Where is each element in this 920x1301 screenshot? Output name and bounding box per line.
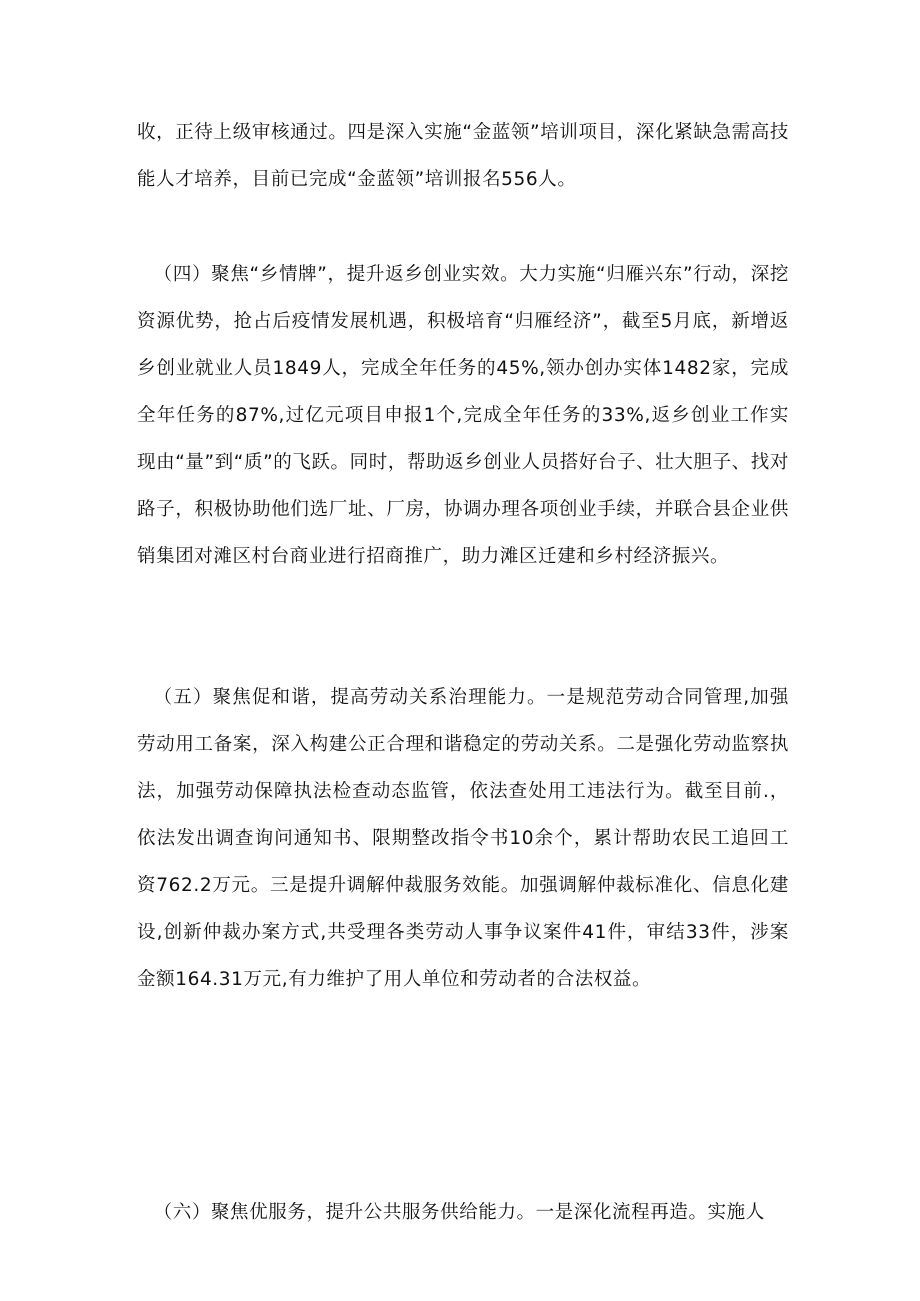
paragraph-section-5: [137, 674, 789, 1003]
paragraph-text: 收，正待上级审核通过。四是深入实施“金蓝领”培训项目，深化紧缺急需高技能人才培养，目前已完成“金蓝领”培训报名556人。: [137, 122, 789, 190]
paragraph-text: （六）聚焦优服务，提升公共服务供给能力。一是深化流程再造。实施人: [153, 1202, 765, 1223]
paragraph-section-4: [137, 251, 789, 580]
paragraph-section-6: [137, 1189, 789, 1236]
paragraph-continuation: [137, 109, 789, 203]
paragraph-text: （四）聚焦“乡情牌”，提升返乡创业实效。大力实施“归雁兴东”行动，深挖资源优势，抢占后疫情发展机遇，积极培育“归雁经济”，截至5月底，新增返乡创业就业人员1849人，完成全年任务的45%,领办创办实体1482家，完成全年任务的87%,过亿元项目申报1个,完成全年任务的33%,返乡创业工作实现由“量”到“质”的飞跃。同时，帮助返乡创业人员搭好台子、壮大胆子、找对路子，积极协助他们选厂址、厂房，协调办理各项创业手续，并联合县企业供销集团对滩区村台商业进行招商推广，助力滩区迁建和乡村经济振兴。: [137, 264, 789, 567]
paragraph-text: （五）聚焦促和谐，提高劳动关系治理能力。一是规范劳动合同管理,加强劳动用工备案，深入构建公正合理和谐稳定的劳动关系。二是强化劳动监察执法，加强劳动保障执法检查动态监管，依法查处用工违法行为。截至目前.，依法发出调查询问通知书、限期整改指令书10余个，累计帮助农民工追回工资762.2万元。三是提升调解仲裁服务效能。加强调解仲裁标准化、信息化建设,创新仲裁办案方式,共受理各类劳动人事争议案件41件，审结33件，涉案金额164.31万元,有力维护了用人单位和劳动者的合法权益。: [137, 687, 789, 990]
